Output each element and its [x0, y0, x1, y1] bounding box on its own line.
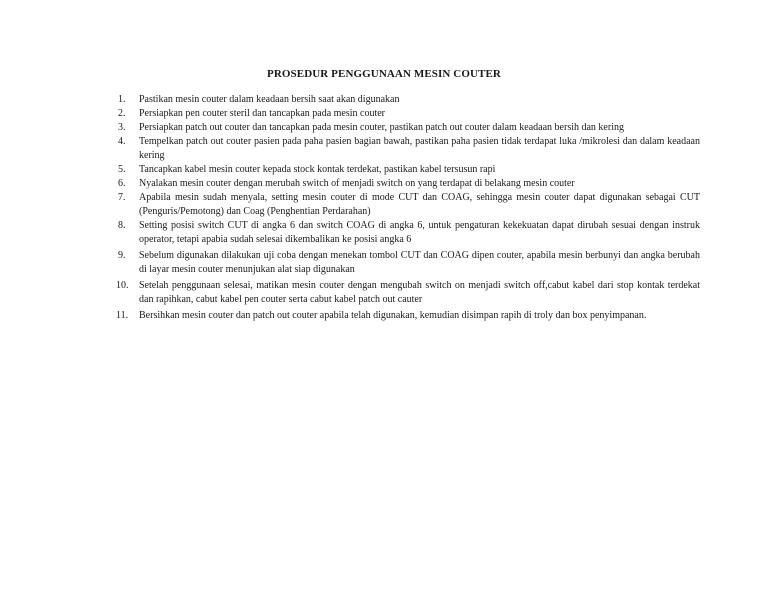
step-number: 5. — [118, 164, 126, 175]
step-text: Persiapkan patch out couter dan tancapkan pada mesin couter, pastikan patch out couter dalam keadaan bersih dan kering — [139, 122, 624, 133]
step-number: 8. — [118, 220, 126, 231]
list-item — [118, 279, 700, 307]
step-number: 9. — [118, 250, 126, 261]
step-text: Pastikan mesin couter dalam keadaan bersih saat akan digunakan — [139, 94, 400, 105]
list-item — [118, 107, 700, 121]
step-number: 10. — [116, 280, 129, 291]
step-text: Tancapkan kabel mesin couter kepada stock kontak terdekat, pastikan kabel tersusun rapi — [139, 164, 496, 175]
step-text: Sebelum digunakan dilakukan uji coba dengan menekan tombol CUT dan COAG dipen couter, apabila mesin berbunyi dan angka berubah di layar mesin couter menunjukan alat siap digunakan — [139, 250, 700, 275]
step-number: 2. — [118, 108, 126, 119]
step-text: Persiapkan pen couter steril dan tancapkan pada mesin couter — [139, 108, 386, 119]
step-text: Bersihkan mesin couter dan patch out couter apabila telah digunakan, kemudian disimpan rapih di troly dan box penyimpanan. — [139, 310, 647, 321]
step-number: 4. — [118, 136, 126, 147]
list-item — [118, 249, 700, 277]
list-item — [118, 121, 700, 135]
step-text: Nyalakan mesin couter dengan merubah switch of menjadi switch on yang terdapat di belakang mesin couter — [139, 178, 575, 189]
list-item — [118, 191, 700, 219]
step-number: 11. — [116, 310, 129, 321]
step-number: 6. — [118, 178, 126, 189]
list-item — [118, 309, 700, 323]
document-title: PROSEDUR PENGGUNAAN MESIN COUTER — [267, 68, 501, 80]
step-text: Apabila mesin sudah menyala, setting mesin couter di mode CUT dan COAG, sehingga mesin couter dapat digunakan sebagai CUT (Penguris/Pemotong) dan Coag (Penghentian Perdarahan) — [139, 192, 700, 217]
step-text: Tempelkan patch out couter pasien pada paha pasien bagian bawah, pastikan paha pasien tidak terdapat luka /mikrolesi dan dalam keadaan kering — [139, 136, 700, 161]
list-item — [118, 177, 700, 191]
step-number: 3. — [118, 122, 126, 133]
step-number: 1. — [118, 94, 126, 105]
list-item — [118, 219, 700, 247]
step-text: Setelah penggunaan selesai, matikan mesin couter dengan mengubah switch on menjadi switch off,cabut kabel dari stop kontak terdekat dan rapihkan, cabut kabel pen couter serta cabut kabel patch out cauter — [139, 280, 700, 305]
list-item — [118, 93, 700, 107]
step-text: Setting posisi switch CUT di angka 6 dan switch COAG di angka 6, untuk pengaturan kekekuatan dapat dirubah sesuai dengan instruk operator, tetapi apabia sudah selesai dikembalikan ke posisi angka 6 — [139, 220, 700, 245]
list-item — [118, 135, 700, 163]
procedure-steps-list — [118, 93, 700, 323]
list-item — [118, 163, 700, 177]
step-number: 7. — [118, 192, 126, 203]
